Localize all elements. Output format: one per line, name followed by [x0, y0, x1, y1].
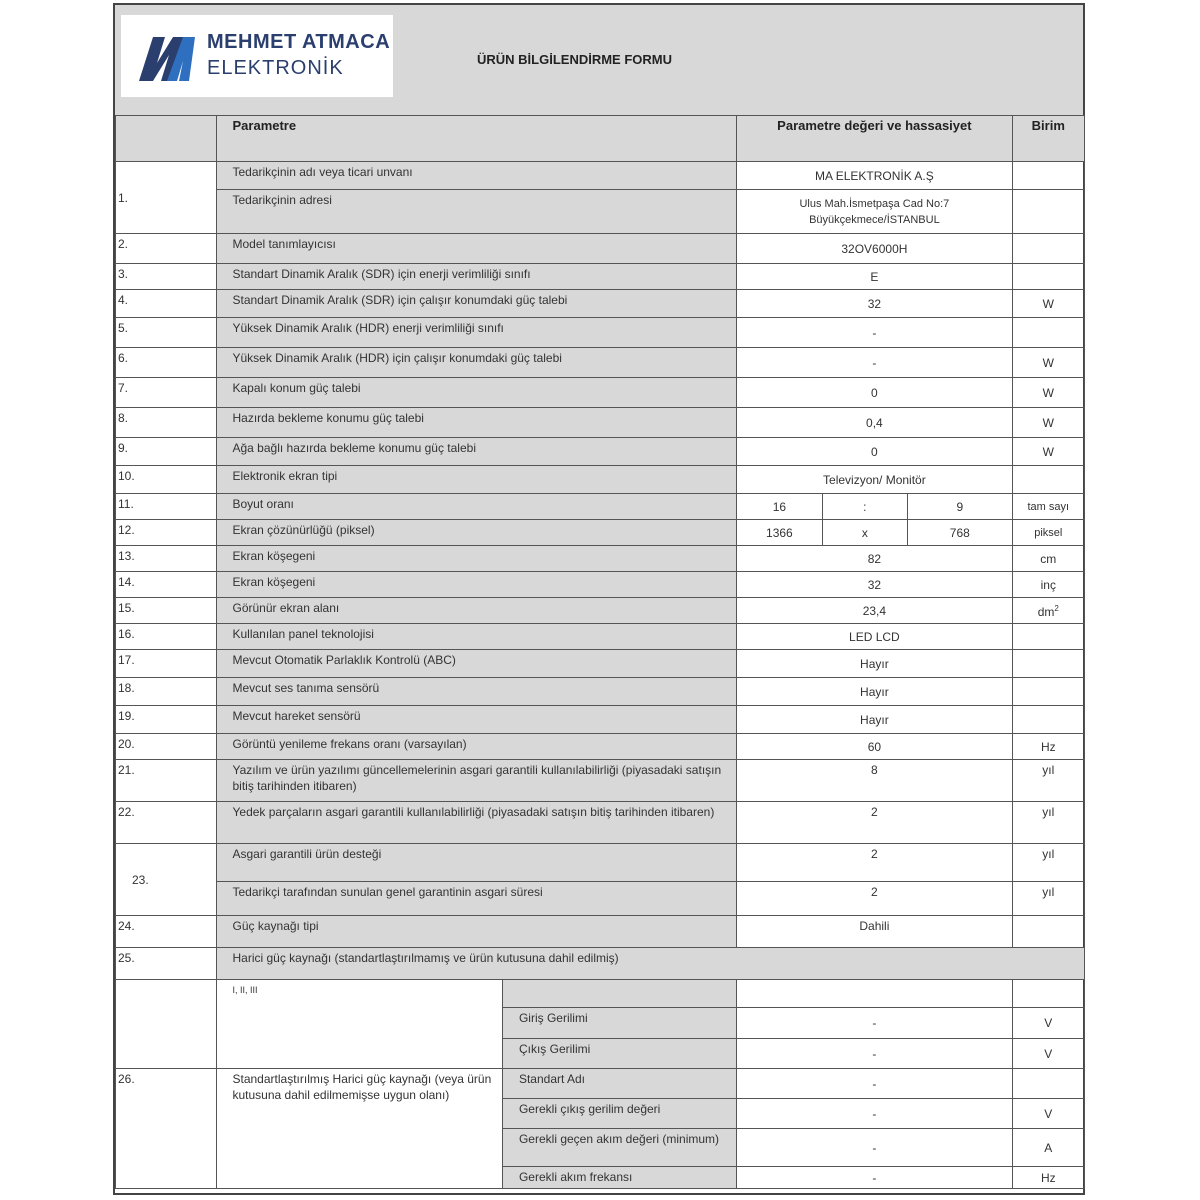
- row-label: Güç kaynağı tipi: [216, 916, 737, 948]
- form-header: [115, 5, 1083, 117]
- row-unit: W: [1012, 408, 1084, 438]
- logo-mark-icon: [139, 31, 195, 81]
- row-value: Hayır: [737, 678, 1012, 706]
- row-value: 32OV6000H: [737, 234, 1012, 264]
- resolution-width: 1366: [737, 520, 822, 546]
- sub-unit: V: [1012, 1039, 1084, 1069]
- sub-label: Giriş Gerilimi: [502, 1008, 736, 1039]
- table-row: [116, 546, 1085, 572]
- row-unit: [1012, 598, 1084, 624]
- row-value: Ulus Mah.İsmetpaşa Cad No:7 Büyükçekmece/İSTANBUL: [737, 190, 1012, 234]
- row-number: 5.: [116, 318, 217, 348]
- table-row: [116, 678, 1085, 706]
- sub-label: Çıkış Gerilimi: [502, 1039, 736, 1069]
- row-label: Yüksek Dinamik Aralık (HDR) enerji verimliliği sınıfı: [216, 318, 737, 348]
- row-value: 60: [737, 734, 1012, 760]
- row-number: 4.: [116, 290, 217, 318]
- row-number: 9.: [116, 438, 217, 466]
- row-label: Model tanımlayıcısı: [216, 234, 737, 264]
- row-number: 23.: [116, 844, 217, 916]
- table-row: [116, 882, 1085, 916]
- row-number: 15.: [116, 598, 217, 624]
- row-value: Hayır: [737, 650, 1012, 678]
- row-label: Mevcut hareket sensörü: [216, 706, 737, 734]
- row-label: Asgari garantili ürün desteği: [216, 844, 737, 882]
- ratio-separator: :: [822, 494, 907, 520]
- table-row: [116, 520, 1085, 546]
- sub-value: -: [737, 1129, 1012, 1167]
- header-unit: Birim: [1012, 116, 1084, 162]
- row-value: E: [737, 264, 1012, 290]
- row-number: 21.: [116, 760, 217, 802]
- row-value: 0: [737, 378, 1012, 408]
- row-unit: [1012, 916, 1084, 948]
- row-number: 22.: [116, 802, 217, 844]
- table-row: [116, 650, 1085, 678]
- row-unit: [1012, 264, 1084, 290]
- row-number: 3.: [116, 264, 217, 290]
- row-unit: tam sayı: [1012, 494, 1084, 520]
- row-label: Ekran çözünürlüğü (piksel): [216, 520, 737, 546]
- table-row: [116, 290, 1085, 318]
- row-unit: W: [1012, 290, 1084, 318]
- product-info-form: [113, 3, 1085, 1195]
- row-number: 10.: [116, 466, 217, 494]
- row-unit: yıl: [1012, 760, 1084, 802]
- table-row: [116, 598, 1085, 624]
- row-number: 26.: [116, 1069, 217, 1189]
- company-logo: [121, 15, 393, 97]
- row-value: 2: [737, 802, 1012, 844]
- sub-label: Gerekli akım frekansı: [502, 1167, 736, 1189]
- roman-numerals: I, II, III: [216, 980, 502, 1069]
- row-value: LED LCD: [737, 624, 1012, 650]
- row-unit: W: [1012, 438, 1084, 466]
- sub-unit: V: [1012, 1099, 1084, 1129]
- row-number: 7.: [116, 378, 217, 408]
- row-value: 2: [737, 882, 1012, 916]
- sub-value: -: [737, 1167, 1012, 1189]
- row-unit: [1012, 162, 1084, 190]
- row-label: Elektronik ekran tipi: [216, 466, 737, 494]
- row-unit: piksel: [1012, 520, 1084, 546]
- row-unit: yıl: [1012, 802, 1084, 844]
- table-row: [116, 494, 1085, 520]
- sub-unit-empty: [1012, 980, 1084, 1008]
- sub-label: Standart Adı: [502, 1069, 736, 1099]
- row-value: 23,4: [737, 598, 1012, 624]
- table-row: [116, 438, 1085, 466]
- logo-text-line1: MEHMET ATMACA: [207, 31, 391, 53]
- row-label: Harici güç kaynağı (standartlaştırılmamış ve ürün kutusuna dahil edilmiş): [216, 948, 1085, 980]
- row-unit: [1012, 678, 1084, 706]
- row-unit: cm: [1012, 546, 1084, 572]
- table-row: [116, 844, 1085, 882]
- table-row: [116, 348, 1085, 378]
- row-label: Kapalı konum güç talebi: [216, 378, 737, 408]
- row-unit: [1012, 706, 1084, 734]
- row-value: 2: [737, 844, 1012, 882]
- ratio-width: 16: [737, 494, 822, 520]
- row-value: -: [737, 348, 1012, 378]
- table-row: [116, 264, 1085, 290]
- table-row: [116, 760, 1085, 802]
- sub-value: -: [737, 1099, 1012, 1129]
- row-label: Yazılım ve ürün yazılımı güncellemelerinin asgari garantili kullanılabilirliği (piyasadaki satışın bitiş tarihinden itibaren): [216, 760, 737, 802]
- row-value: Televizyon/ Monitör: [737, 466, 1012, 494]
- row-value: 32: [737, 290, 1012, 318]
- sub-label: Gerekli geçen akım değeri (minimum): [502, 1129, 736, 1167]
- table-row: [116, 408, 1085, 438]
- row-number: 19.: [116, 706, 217, 734]
- table-row: [116, 1069, 1085, 1099]
- row-number: 8.: [116, 408, 217, 438]
- table-row: [116, 916, 1085, 948]
- row-number: 13.: [116, 546, 217, 572]
- table-row: [116, 734, 1085, 760]
- unit-exponent: 2: [1054, 604, 1059, 613]
- sub-value: -: [737, 1039, 1012, 1069]
- resolution-separator: x: [822, 520, 907, 546]
- row-number: 6.: [116, 348, 217, 378]
- form-title: ÜRÜN BİLGİLENDİRME FORMU: [477, 52, 672, 67]
- row-unit: [1012, 190, 1084, 234]
- table-row: [116, 318, 1085, 348]
- row-unit: [1012, 624, 1084, 650]
- row-unit: W: [1012, 378, 1084, 408]
- logo-text-line2: ELEKTRONİK: [207, 57, 344, 79]
- row-label: Standartlaştırılmış Harici güç kaynağı (veya ürün kutusuna dahil edilmemişse uygun olanı): [216, 1069, 502, 1189]
- sub-value: -: [737, 1069, 1012, 1099]
- row-unit: W: [1012, 348, 1084, 378]
- row-label: Mevcut Otomatik Parlaklık Kontrolü (ABC): [216, 650, 737, 678]
- row-unit: yıl: [1012, 844, 1084, 882]
- table-row: [116, 948, 1085, 980]
- row-number: 1.: [116, 162, 217, 234]
- row-value: MA ELEKTRONİK A.Ş: [737, 162, 1012, 190]
- table-row: [116, 466, 1085, 494]
- header-cell-empty: [116, 116, 217, 162]
- row-number: 2.: [116, 234, 217, 264]
- row-value: 0: [737, 438, 1012, 466]
- row-number: 16.: [116, 624, 217, 650]
- table-row: [116, 802, 1085, 844]
- row-value: 32: [737, 572, 1012, 598]
- row-label: Tedarikçinin adresi: [216, 190, 737, 234]
- header-value: Parametre değeri ve hassasiyet: [737, 116, 1012, 162]
- row-number: 14.: [116, 572, 217, 598]
- row-label: Yüksek Dinamik Aralık (HDR) için çalışır konumdaki güç talebi: [216, 348, 737, 378]
- row-value: Hayır: [737, 706, 1012, 734]
- row-label: Tedarikçi tarafından sunulan genel garantinin asgari süresi: [216, 882, 737, 916]
- row-label: Görüntü yenileme frekans oranı (varsayılan): [216, 734, 737, 760]
- row-number: 25.: [116, 948, 217, 980]
- row-unit: [1012, 466, 1084, 494]
- row-label: Mevcut ses tanıma sensörü: [216, 678, 737, 706]
- row-label: Kullanılan panel teknolojisi: [216, 624, 737, 650]
- table-row: [116, 378, 1085, 408]
- row-label: Görünür ekran alanı: [216, 598, 737, 624]
- row-number: 20.: [116, 734, 217, 760]
- row-label: Ekran köşegeni: [216, 572, 737, 598]
- ratio-height: 9: [908, 494, 1013, 520]
- row-number: 24.: [116, 916, 217, 948]
- unit-base: dm: [1037, 605, 1055, 619]
- sub-unit-empty: [1012, 1069, 1084, 1099]
- row-number: 17.: [116, 650, 217, 678]
- row-unit: yıl: [1012, 882, 1084, 916]
- row-value: Dahili: [737, 916, 1012, 948]
- row-number: 12.: [116, 520, 217, 546]
- row-unit: [1012, 318, 1084, 348]
- sub-unit: Hz: [1012, 1167, 1084, 1189]
- sub-value-empty: [737, 980, 1012, 1008]
- row-number-empty: [116, 980, 217, 1069]
- row-label: Standart Dinamik Aralık (SDR) için çalışır konumdaki güç talebi: [216, 290, 737, 318]
- row-unit: inç: [1012, 572, 1084, 598]
- row-label: Yedek parçaların asgari garantili kullanılabilirliği (piyasadaki satışın bitiş tarihinden itibaren): [216, 802, 737, 844]
- row-label: Tedarikçinin adı veya ticari unvanı: [216, 162, 737, 190]
- row-unit: Hz: [1012, 734, 1084, 760]
- row-unit: [1012, 234, 1084, 264]
- row-value: 0,4: [737, 408, 1012, 438]
- table-row: [116, 162, 1085, 190]
- row-value: 82: [737, 546, 1012, 572]
- header-param: Parametre: [216, 116, 737, 162]
- resolution-height: 768: [908, 520, 1013, 546]
- row-label: Ekran köşegeni: [216, 546, 737, 572]
- row-label: Boyut oranı: [216, 494, 737, 520]
- table-row: [116, 572, 1085, 598]
- sub-unit: V: [1012, 1008, 1084, 1039]
- row-label: Ağa bağlı hazırda bekleme konumu güç talebi: [216, 438, 737, 466]
- row-number: 18.: [116, 678, 217, 706]
- row-value: -: [737, 318, 1012, 348]
- table-header-row: [116, 116, 1085, 162]
- row-label: Standart Dinamik Aralık (SDR) için enerji verimliliği sınıfı: [216, 264, 737, 290]
- row-value: 8: [737, 760, 1012, 802]
- sub-label: Gerekli çıkış gerilim değeri: [502, 1099, 736, 1129]
- table-row: [116, 980, 1085, 1008]
- parameter-table: [115, 115, 1085, 1189]
- sub-label-empty: [502, 980, 736, 1008]
- table-row: [116, 234, 1085, 264]
- sub-unit: A: [1012, 1129, 1084, 1167]
- sub-value: -: [737, 1008, 1012, 1039]
- row-unit: [1012, 650, 1084, 678]
- row-number: 11.: [116, 494, 217, 520]
- table-row: [116, 706, 1085, 734]
- table-row: [116, 190, 1085, 234]
- row-label: Hazırda bekleme konumu güç talebi: [216, 408, 737, 438]
- table-row: [116, 624, 1085, 650]
